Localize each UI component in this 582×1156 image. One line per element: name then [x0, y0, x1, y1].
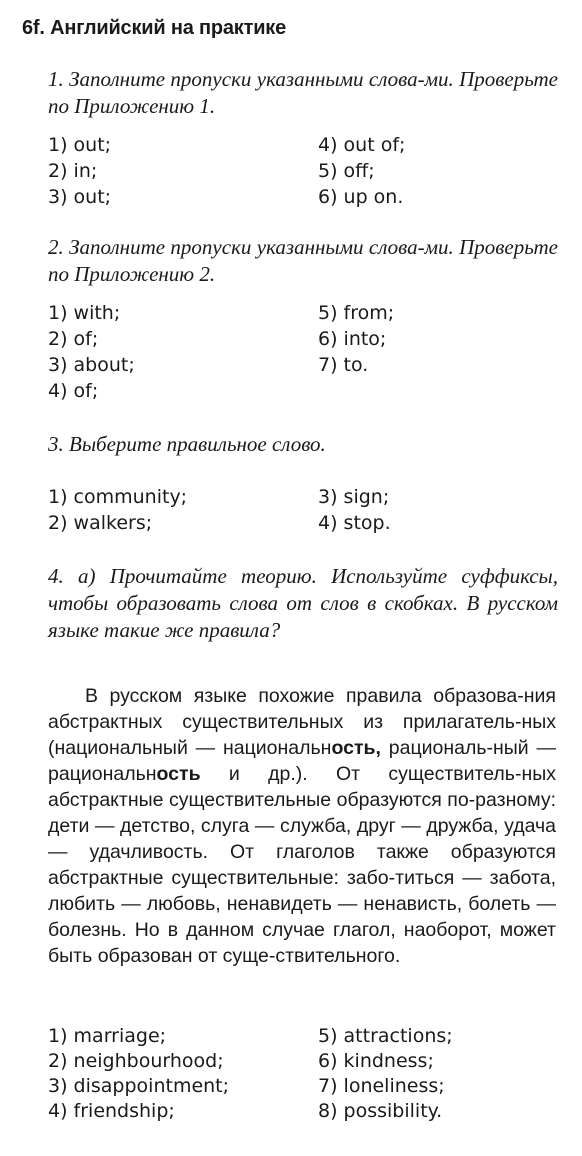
answer-item: 4) out of;: [318, 134, 406, 156]
task-2-answers-left: [48, 300, 135, 404]
answer-item: 2) walkers;: [48, 512, 153, 534]
answer-item: 2) neighbourhood;: [48, 1050, 224, 1072]
answer-item: 8) possibility.: [318, 1100, 443, 1122]
task-1-answers-right: [318, 132, 405, 210]
answer-item: 6) up on.: [318, 186, 404, 208]
answer-item: 2) of;: [48, 328, 99, 350]
answer-item: 3) disappointment;: [48, 1075, 230, 1097]
answer-item: 5) from;: [318, 302, 395, 324]
task-4-answers-right: [318, 1024, 453, 1124]
task-4-answers-left: [48, 1024, 229, 1124]
task-4-answer-text: [48, 683, 556, 969]
task-2-answers-right: [318, 300, 394, 378]
task-2-instruction: 2. Заполните пропуски указанными слова-ми. Проверьте по Приложению 2.: [48, 235, 558, 286]
answer-item: 2) in;: [48, 160, 98, 182]
answer-item: 1) with;: [48, 302, 121, 324]
task-4-instruction: 4. а) Прочитайте теорию. Используйте суффиксы, чтобы образовать слова от слов в скобках. В русском языке такие же правила?: [48, 564, 558, 642]
answer-text-part: В русском языке похожие правила образова-ния абстрактных существительных из прилагатель-ных (национальный — национальн: [48, 685, 556, 759]
answer-item: 5) attractions;: [318, 1025, 453, 1047]
answer-item: 1) out;: [48, 134, 112, 156]
task-3-answers-right: [318, 484, 391, 536]
answer-item: 3) out;: [48, 186, 112, 208]
answer-item: 7) to.: [318, 354, 369, 376]
answer-item: 3) about;: [48, 354, 135, 376]
answer-item: 5) off;: [318, 160, 375, 182]
answer-item: 1) community;: [48, 486, 188, 508]
answer-item: 6) kindness;: [318, 1050, 434, 1072]
answer-item: 3) sign;: [318, 486, 390, 508]
answer-text-part: рациональ-ный — рациональн: [48, 737, 556, 785]
answer-item: 4) friendship;: [48, 1100, 175, 1122]
answer-text-bold: ость: [156, 763, 201, 785]
answer-item: 4) of;: [48, 380, 99, 402]
section-title: 6f. Английский на практике: [22, 17, 287, 39]
answer-item: 4) stop.: [318, 512, 391, 534]
answer-item: 6) into;: [318, 328, 387, 350]
answer-text-bold: ость,: [331, 737, 381, 759]
task-3-instruction: 3. Выберите правильное слово.: [48, 432, 326, 456]
task-1-instruction: 1. Заполните пропуски указанными слова-ми. Проверьте по Приложению 1.: [48, 67, 558, 118]
task-1-answers-left: [48, 132, 111, 210]
task-3-answers-left: [48, 484, 187, 536]
answer-item: 7) loneliness;: [318, 1075, 445, 1097]
answer-item: 1) marriage;: [48, 1025, 167, 1047]
answer-text-part: и др.). От существитель-ных абстрактные существительные образуются по-разному: дети — детство, слуга — служба, друг — дружба, удача — удачливость. От глаголов также образуются абстрактные существительные: забо-титься — забота, любить — любовь, ненавидеть — ненависть, болеть — болезнь. Но в данном случае глагол, наоборот, может быть образован от суще-ствительного.: [48, 763, 556, 967]
